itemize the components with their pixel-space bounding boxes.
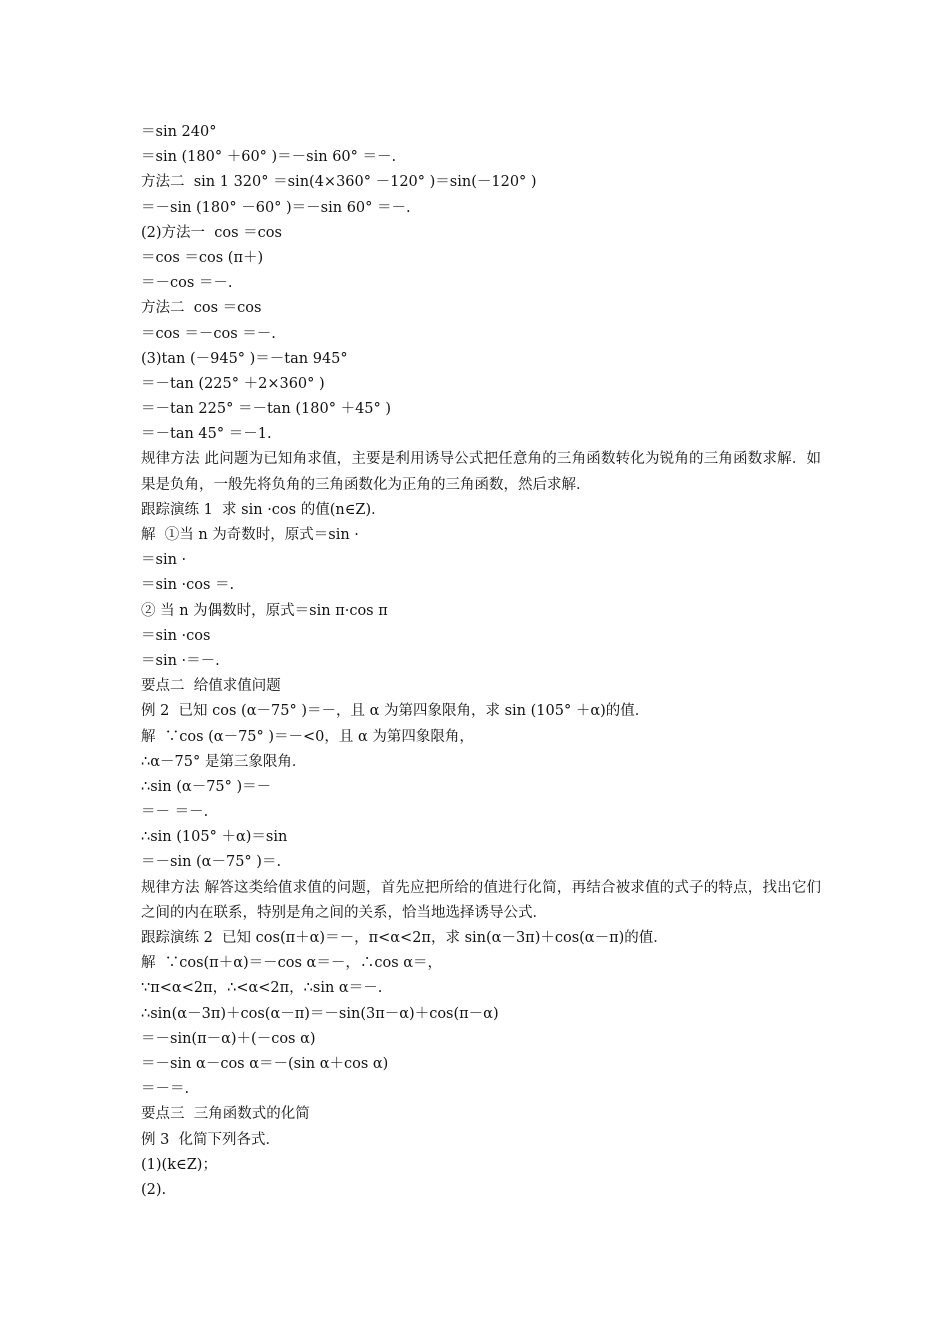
text-line: ＝sin ·cos ＝. — [141, 577, 235, 594]
text-line: ∵π<α<2π，∴<α<2π，∴sin α＝－. — [141, 980, 383, 997]
text-line: ∴α－75° 是第三象限角． — [141, 753, 307, 770]
text-line: ＝－tan 225° ＝－tan (180° ＋45° ) — [141, 401, 392, 418]
text-line: ＝－tan 45° ＝－1. — [141, 426, 272, 443]
section-heading: 要点二 给值求值问题 — [141, 678, 281, 695]
text-line: ＝sin 240° — [141, 124, 217, 140]
section-heading: 要点三 三角函数式的化简 — [141, 1106, 310, 1123]
text-line: ∴sin (α－75° )＝－ — [141, 778, 272, 795]
text-line: 例 2 已知 cos (α－75° )＝－，且 α 为第四象限角，求 sin (105° ＋α)的值． — [141, 703, 650, 720]
text-line: 解 ∵cos(π＋α)＝－cos α＝－，∴cos α＝， — [141, 955, 443, 972]
text-line: ＝sin ·＝－. — [141, 652, 220, 669]
text-line: ＝－＝. — [141, 1081, 190, 1098]
text-line: ＝－sin α－cos α＝－(sin α＋cos α) — [141, 1056, 389, 1072]
text-line: ＝sin · — [141, 552, 187, 569]
text-line: ② 当 n 为偶数时，原式＝sin π·cos π — [141, 602, 388, 619]
method-paragraph: 规律方法 此问题为已知角求值，主要是利用诱导公式把任意角的三角函数转化为锐角的三角函数求解．如果是负角，一般先将负角的三角函数化为正角的三角函数，然后求解． — [141, 451, 821, 493]
text-line: (2). — [141, 1181, 167, 1198]
text-line: (3)tan (－945° )＝－tan 945° — [141, 350, 348, 367]
text-line: ∴sin(α－3π)＋cos(α－π)＝－sin(3π－α)＋cos(π－α) — [141, 1005, 499, 1022]
text-line: ＝sin ·cos — [141, 627, 211, 644]
text-line: ∴sin (105° ＋α)＝sin — [141, 829, 288, 846]
document-body — [141, 120, 821, 1203]
text-line: ＝－ ＝－. — [141, 804, 209, 821]
text-line: ＝cos ＝－cos ＝－. — [141, 325, 276, 342]
text-line: ＝cos ＝cos (π＋) — [141, 249, 264, 266]
text-line: 方法二 cos ＝cos — [141, 300, 262, 317]
text-line: 方法二 sin 1 320° ＝sin(4×360° －120° )＝sin(－120° ) — [141, 174, 537, 191]
text-line: ＝－sin (180° －60° )＝－sin 60° ＝－. — [141, 199, 411, 216]
text-line: (1)(k∈Z)； — [141, 1156, 217, 1173]
text-line: ＝－sin (α－75° )＝. — [141, 854, 282, 871]
text-line: 跟踪演练 1 求 sin ·cos 的值(n∈Z)． — [141, 501, 386, 518]
text-line: 解 ①当 n 为奇数时，原式＝sin · — [141, 527, 359, 544]
text-line: ＝－tan (225° ＋2×360° ) — [141, 375, 325, 392]
text-line: 跟踪演练 2 已知 cos(π＋α)＝－，π<α<2π，求 sin(α－3π)＋cos(α－π)的值． — [141, 930, 668, 947]
text-line: 解 ∵cos (α－75° )＝－<0，且 α 为第四象限角， — [141, 728, 474, 745]
method-paragraph: 规律方法 解答这类给值求值的问题，首先应把所给的值进行化简，再结合被求值的式子的特点，找出它们之间的内在联系，特别是角之间的关系，恰当地选择诱导公式． — [141, 879, 821, 921]
text-line: (2)方法一 cos ＝cos — [141, 224, 282, 241]
text-line: 例 3 化简下列各式． — [141, 1131, 281, 1148]
text-line: ＝sin (180° ＋60° )＝－sin 60° ＝－. — [141, 149, 397, 166]
text-line: ＝－cos ＝－. — [141, 275, 233, 292]
text-line: ＝－sin(π－α)＋(－cos α) — [141, 1030, 316, 1047]
